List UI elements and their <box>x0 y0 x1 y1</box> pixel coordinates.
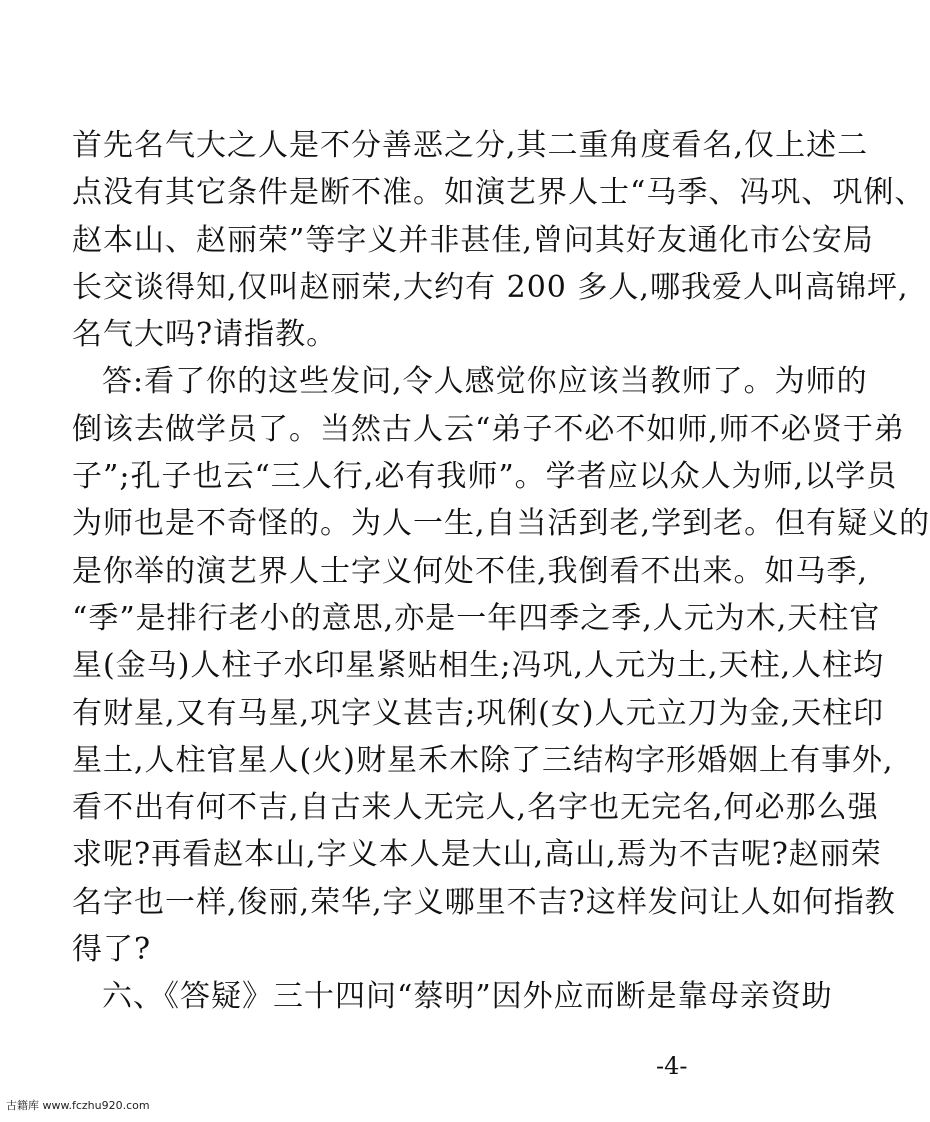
text-line: 名字也一样,俊丽,荣华,字义哪里不吉?这样发问让人如何指教 <box>72 884 896 920</box>
paragraph-answer <box>72 358 930 973</box>
text-line: 长交谈得知,仅叫赵丽荣,大约有 200 多人,哪我爱人叫高锦坪, <box>72 269 909 305</box>
text-line: 子”;孔子也云“三人行,必有我师”。学者应以众人为师,以学员 <box>72 459 898 495</box>
text-line: 求呢?再看赵本山,字义本人是大山,高山,焉为不吉呢?赵丽荣 <box>72 837 882 873</box>
text-line: 名气大吗?请指教。 <box>72 317 338 353</box>
text-line: 赵本山、赵丽荣”等字义并非甚佳,曾问其好友通化市公安局 <box>72 222 874 258</box>
page-number: -4- <box>656 1052 688 1080</box>
text-line: 得了? <box>72 932 152 968</box>
text-line: 星(金马)人柱子水印星紧贴相生;冯巩,人元为土,天柱,人柱均 <box>72 648 885 684</box>
text-line: “季”是排行老小的意思,亦是一年四季之季,人元为木,天柱官 <box>72 600 881 636</box>
paragraph-section-six <box>72 973 833 1020</box>
text-line: 看不出有何不吉,自古来人无完人,名字也无完名,何必那么强 <box>72 790 879 826</box>
text-line: 有财星,又有马星,巩字义甚吉;巩俐(女)人元立刀为金,天柱印 <box>72 695 885 731</box>
body-text <box>72 122 930 1021</box>
text-line: 倒该去做学员了。当然古人云“弟子不必不如师,师不必贤于弟 <box>72 411 905 447</box>
text-line: 首先名气大之人是不分善恶之分,其二重角度看名,仅上述二 <box>72 128 869 163</box>
text-line: 为师也是不奇怪的。为人一生,自当活到老,学到老。但有疑义的 <box>72 506 930 542</box>
text-line: 六、《答疑》三十四问“蔡明”因外应而断是靠母亲资助 <box>102 979 833 1015</box>
text-line: 星土,人柱官星人(火)财星禾木除了三结构字形婚姻上有事外, <box>72 742 894 778</box>
text-line: 答:看了你的这些发问,令人感觉你应该当教师了。为师的 <box>102 364 868 400</box>
text-line: 点没有其它条件是断不准。如演艺界人士“马季、冯巩、巩俐、 <box>72 175 926 211</box>
watermark-text: 古籍库 www.fczhu920.com <box>6 1099 150 1112</box>
text-line: 是你举的演艺界人士字义何处不佳,我倒看不出来。如马季, <box>72 553 869 589</box>
paragraph-question <box>72 122 926 358</box>
